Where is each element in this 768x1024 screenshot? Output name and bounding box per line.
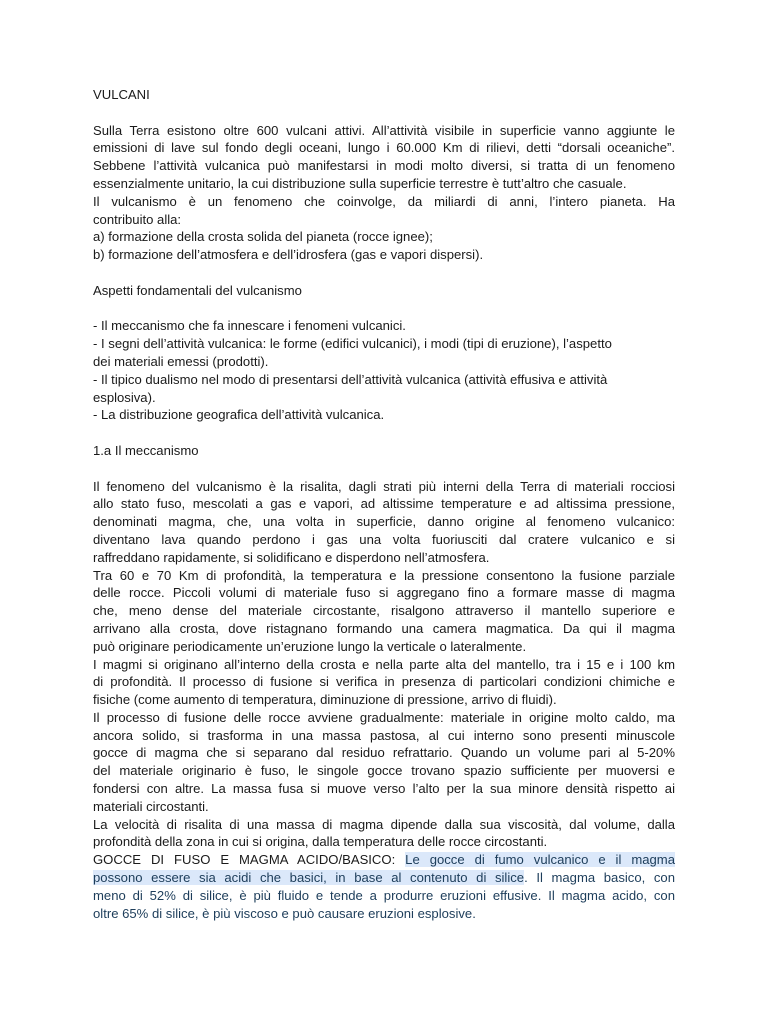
intro-line: Sebbene l’attività vulcanica può manifestarsi in modi molto diversi, si tratta di un fenomeno (93, 158, 675, 174)
gocce-line: meno di 52% di silice, è più fluido e tende a produrre eruzioni effusive. Il magma acido, con (93, 887, 675, 903)
intro-line: a) formazione della crosta solida del pianeta (rocce ignee); (93, 229, 433, 245)
aspetti-item-line: - Il tipico dualismo nel modo di presentarsi dell’attività vulcanica (attività effusiva e attività (93, 371, 608, 387)
meccanismo-line: Tra 60 e 70 Km di profondità, la temperatura e la pressione consentono la fusione parziale (93, 567, 675, 583)
meccanismo-line: gocce di magma che si separano dal residuo refrattario. Quando un volume pari al 5-20% (93, 745, 675, 761)
gocce-line (93, 851, 675, 869)
meccanismo-line: La velocità di risalita di una massa di magma dipende dalla sua viscosità, dal volume, dalla (93, 816, 675, 832)
gocce-line: oltre 65% di silice, è più viscoso e può causare eruzioni esplosive. (93, 905, 476, 921)
intro-line: contribuito alla: (93, 211, 182, 227)
meccanismo-line: denominati magma, che, una volta in superficie, danno origine al fenomeno vulcanico: (93, 514, 675, 530)
meccanismo-line: può originare periodicamente un’eruzione lungo la verticale o lateralmente. (93, 638, 527, 654)
intro-paragraph (93, 122, 675, 264)
meccanismo-line: di profondità. Il processo di fusione si verifica in presenza di particolari condizioni chimiche e (93, 674, 675, 690)
gocce-paragraph (93, 851, 675, 922)
meccanismo-line: I magmi si originano all’interno della crosta e nella parte alta del mantello, tra i 15 e i 100 km (93, 656, 675, 672)
gocce-text: . Il magma basico, con (524, 870, 675, 886)
aspetti-item-line: - La distribuzione geografica dell’attività vulcanica. (93, 407, 385, 423)
meccanismo-line: profondità della zona in cui si origina, dalla temperatura delle rocce circostanti. (93, 834, 548, 850)
meccanismo-line: materiali circostanti. (93, 798, 209, 814)
aspetti-item-line: - Il meccanismo che fa innescare i fenomeni vulcanici. (93, 318, 406, 334)
paragraph-gap (93, 300, 675, 318)
paragraph-gap (93, 264, 675, 282)
gocce-line (93, 869, 675, 887)
paragraph-gap (93, 104, 675, 122)
meccanismo-line: diventano lava quando perdono i gas una volta fuoriusciti dal cratere vulcanico e si (93, 531, 675, 547)
intro-line: b) formazione dell’atmosfera e dell’idrosfera (gas e vapori dispersi). (93, 247, 484, 263)
meccanismo-line: ancora solido, si trasforma in una massa pastosa, al cui interno sono presenti minuscole (93, 727, 675, 743)
meccanismo-line: del materiale originario è fuso, le singole gocce trovano spazio sufficiente per muoversi e (93, 763, 675, 779)
section-heading-aspetti: Aspetti fondamentali del vulcanismo (93, 282, 302, 298)
aspetti-list (93, 317, 675, 424)
paragraph-gap (93, 460, 675, 478)
meccanismo-line: fisiche (come aumento di temperatura, diminuzione di pressione, arrivo di fluidi). (93, 692, 557, 708)
aspetti-item-line: dei materiali emessi (prodotti). (93, 353, 269, 369)
aspetti-item-line: - I segni dell’attività vulcanica: le forme (edifici vulcanici), i modi (tipi di eruzione), l’aspetto (93, 336, 612, 352)
meccanismo-line: raffreddano rapidamente, si solidificano e disperdono nell’atmosfera. (93, 549, 490, 565)
meccanismo-line: delle rocce. Piccoli volumi di materiale fuso si aggregano fino a formare masse di magma (93, 585, 675, 601)
document-body (93, 86, 675, 922)
intro-line: essenzialmente unitario, la cui distribuzione sulla superficie terrestre è tutt’altro che casuale. (93, 175, 627, 191)
gocce-highlight-2: possono essere sia acidi che basici, in base al contenuto di silice (93, 870, 525, 886)
meccanismo-line: Il fenomeno del vulcanismo è la risalita, dagli strati più interni della Terra di materiali rocciosi (93, 478, 675, 494)
gocce-highlight-1: Le gocce di fumo vulcanico e il magma (405, 852, 675, 868)
meccanismo-line: arrivano alla crosta, dove ristagnano formando una camera magmatica. Da qui il magma (93, 620, 675, 636)
meccanismo-line: Il processo di fusione delle rocce avviene gradualmente: materiale in origine molto caldo, ma (93, 709, 675, 725)
intro-line: Il vulcanismo è un fenomeno che coinvolge, da miliardi di anni, l’intero pianeta. Ha (93, 193, 675, 209)
section-heading-meccanismo: 1.a Il meccanismo (93, 442, 199, 458)
aspetti-item-line: esplosiva). (93, 389, 156, 405)
meccanismo-line: fondersi con altre. La massa fusa si muove verso l’alto per la sua minore densità rispetto ai (93, 781, 675, 797)
gocce-label: GOCCE DI FUSO E MAGMA ACIDO/BASICO: (93, 852, 406, 868)
intro-line: emissioni di lave sul fondo degli oceani, lungo i 60.000 Km di rilievi, detti “dorsali oceaniche”. (93, 140, 675, 156)
meccanismo-paragraph (93, 478, 675, 852)
meccanismo-line: allo stato fuso, mescolati a gas e vapori, ad altissime temperature e ad altissima pressione, (93, 496, 675, 512)
document-title: VULCANI (93, 87, 150, 102)
intro-line: Sulla Terra esistono oltre 600 vulcani attivi. All’attività visibile in superficie vanno aggiunte le (93, 122, 675, 138)
paragraph-gap (93, 424, 675, 442)
meccanismo-line: che, meno dense del materiale circostante, risalgono attraverso il mantello superiore e (93, 603, 675, 619)
